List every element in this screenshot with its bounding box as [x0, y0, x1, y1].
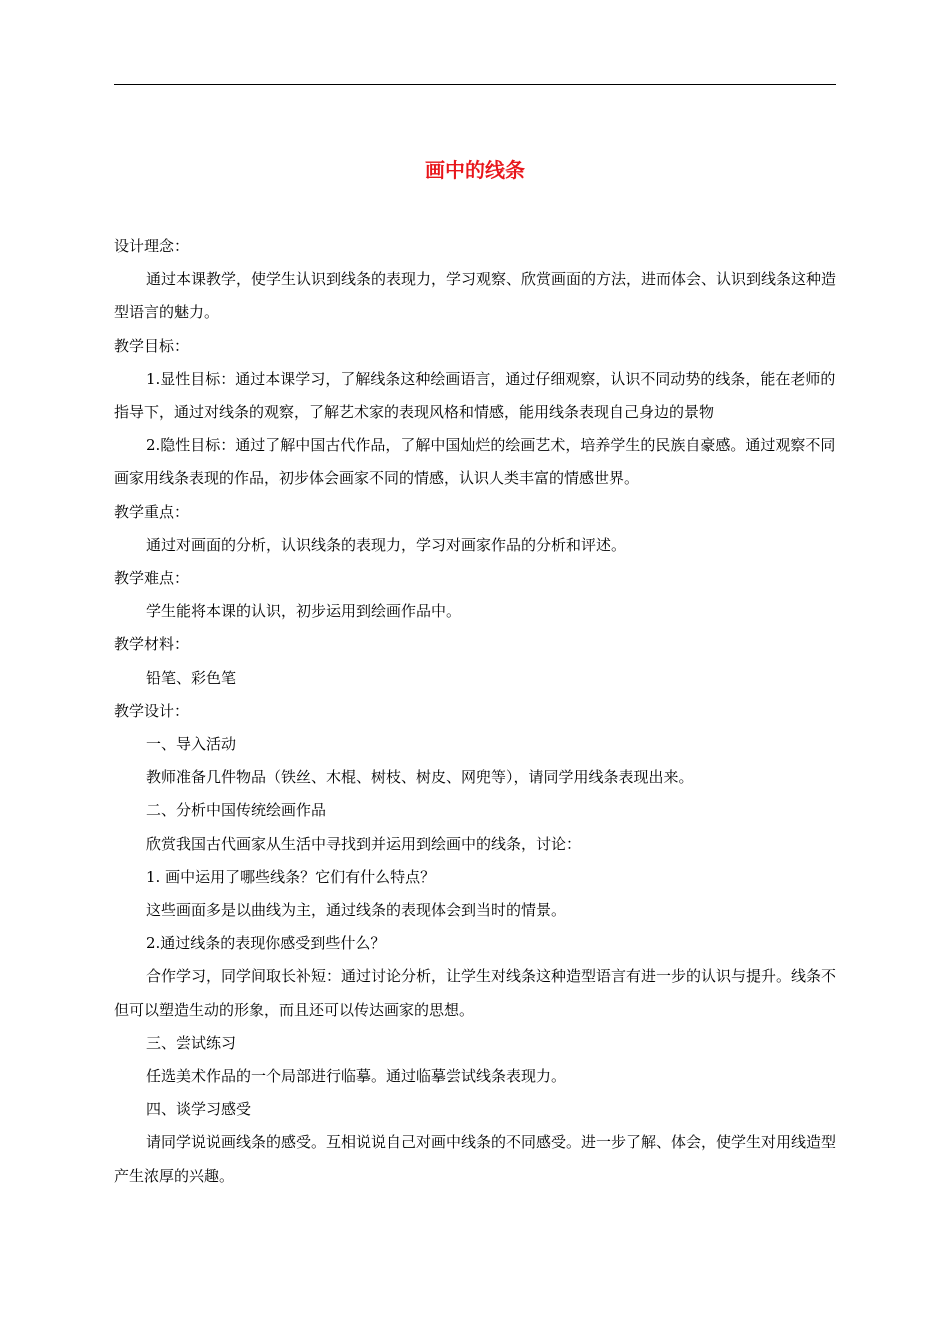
body-paragraph: 通过本课教学，使学生认识到线条的表现力，学习观察、欣赏画面的方法，进而体会、认识到线条这种造型语言的魅力。: [114, 270, 837, 322]
body-paragraph: 2.通过线条的表现你感受到些什么？: [146, 934, 386, 953]
body-paragraph: 2.隐性目标：通过了解中国古代作品，了解中国灿烂的绘画艺术，培养学生的民族自豪感。通过观察不同画家用线条表现的作品，初步体会画家不同的情感，认识人类丰富的情感世界。: [114, 436, 836, 488]
section-heading: 教学重点：: [114, 502, 190, 521]
body-paragraph: 教师准备几件物品（铁丝、木棍、树枝、树皮、网兜等），请同学用线条表现出来。: [146, 768, 694, 787]
body-paragraph: 一、导入活动: [146, 735, 237, 754]
body-paragraph: 欣赏我国古代画家从生活中寻找到并运用到绘画中的线条，讨论：: [146, 834, 582, 853]
body-paragraph: 这些画面多是以曲线为主，通过线条的表现体会到当时的情景。: [146, 901, 567, 920]
body-paragraph: 二、分析中国传统绘画作品: [146, 801, 327, 820]
body-paragraph: 请同学说说画线条的感受。互相说说自己对画中线条的不同感受。进一步了解、体会，使学生对用线造型产生浓厚的兴趣。: [114, 1133, 837, 1185]
section-heading: 教学材料：: [114, 635, 190, 654]
body-paragraph: 铅笔、彩色笔: [146, 668, 237, 687]
body-paragraph: 学生能将本课的认识，初步运用到绘画作品中。: [146, 602, 462, 621]
body-paragraph: 通过对画面的分析，认识线条的表现力，学习对画家作品的分析和评述。: [146, 535, 627, 554]
body-paragraph: 任选美术作品的一个局部进行临摹。通过临摹尝试线条表现力。: [146, 1067, 567, 1086]
body-paragraph: 三、尝试练习: [146, 1033, 237, 1052]
section-heading: 设计理念：: [114, 237, 190, 255]
body-paragraph: 四、谈学习感受: [146, 1100, 252, 1119]
section-heading: 教学设计：: [114, 701, 190, 720]
body-paragraph: 1. 画中运用了哪些线条？它们有什么特点？: [146, 867, 436, 886]
section-heading: 教学目标：: [114, 336, 190, 355]
body-paragraph: 合作学习，同学间取长补短：通过讨论分析，让学生对线条这种造型语言有进一步的认识与提升。线条不但可以塑造生动的形象，而且还可以传达画家的思想。: [114, 967, 837, 1019]
section-heading: 教学难点：: [114, 569, 190, 588]
header-rule: [114, 84, 836, 85]
document-body: [114, 230, 838, 1193]
body-paragraph: 1.显性目标：通过本课学习，了解线条这种绘画语言，通过仔细观察，认识不同动势的线条，能在老师的指导下，通过对线条的观察，了解艺术家的表现风格和情感，能用线条表现自己身边的景物: [114, 369, 836, 422]
document-title: 画中的线条: [425, 158, 525, 182]
